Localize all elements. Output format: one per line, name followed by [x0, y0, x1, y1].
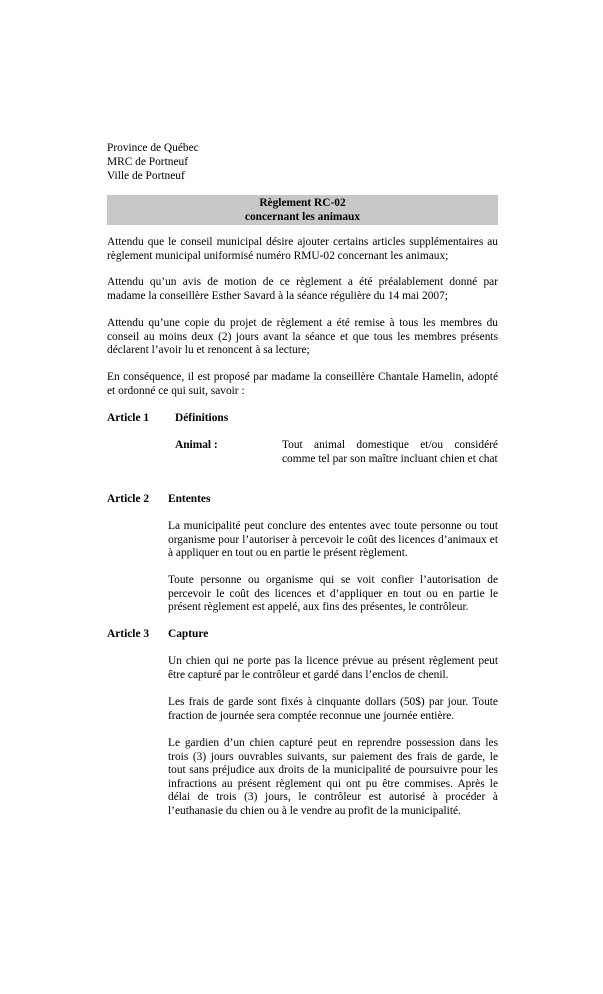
mrc-line: MRC de Portneuf [107, 156, 188, 168]
article-3-paragraph-1: Un chien qui ne porte pas la licence prévue au présent règlement peut être capturé par le contrôleur et gardé dans l’enclos de chenil. [168, 655, 498, 681]
definition-term: Animal : [175, 439, 218, 451]
regulation-title-box [107, 195, 498, 225]
regulation-subject: concernant les animaux [244, 211, 361, 223]
article-2-title: Ententes [168, 493, 211, 505]
definition-text: Tout animal domestique et/ou considéré comme tel par son maître incluant chien et chat [282, 439, 498, 465]
preamble-paragraph-4: En conséquence, il est proposé par madame la conseillère Chantale Hamelin, adopté et ordonné ce qui suit, savoir : [107, 371, 498, 397]
article-2-paragraph-2: Toute personne ou organisme qui se voit confier l’autorisation de percevoir le coût des licences et d’appliquer en tout ou en partie le présent règlement est appelé, aux fins des présentes, le contrôleur. [168, 574, 498, 614]
city-line: Ville de Portneuf [107, 170, 185, 182]
article-1-label: Article 1 [107, 412, 150, 424]
article-3-paragraph-3: Le gardien d’un chien capturé peut en reprendre possession dans les trois (3) jours ouvrables suivants, sur paiement des frais de garde, le tout sans préjudice aux droits de la municipalité de poursuivre pour les infractions au présent règlement qui ont pu être commises. Après le délai de trois (3) jours, le contrôleur est autorisé à procéder à l’euthanasie du chien ou à le vendre au profit de la municipalité. [168, 737, 498, 817]
regulation-number: Règlement RC-02 [259, 197, 346, 209]
address-block [107, 142, 199, 184]
article-3-paragraph-2: Les frais de garde sont fixés à cinquante dollars (50$) par jour. Toute fraction de journée sera comptée reconnue une journée entière. [168, 696, 498, 722]
article-3-title: Capture [168, 628, 209, 640]
article-3-label: Article 3 [107, 628, 150, 640]
province-line: Province de Québec [107, 142, 199, 154]
article-1-title: Définitions [175, 412, 229, 424]
preamble-paragraph-1: Attendu que le conseil municipal désire ajouter certains articles supplémentaires au règlement municipal uniformisé numéro RMU-02 concernant les animaux; [107, 236, 498, 262]
article-2-label: Article 2 [107, 493, 150, 505]
article-2-paragraph-1: La municipalité peut conclure des ententes avec toute personne ou tout organisme pour l’autoriser à percevoir le coût des licences d’animaux et à appliquer en tout ou en partie le présent règlement. [168, 520, 498, 560]
preamble-paragraph-3: Attendu qu’une copie du projet de règlement a été remise à tous les membres du conseil au moins deux (2) jours avant la séance et que tous les membres présents déclarent l’avoir lu et renoncent à sa lecture; [107, 317, 498, 357]
preamble-paragraph-2: Attendu qu’un avis de motion de ce règlement a été préalablement donné par madame la conseillère Esther Savard à la séance régulière du 14 mai 2007; [107, 276, 498, 302]
